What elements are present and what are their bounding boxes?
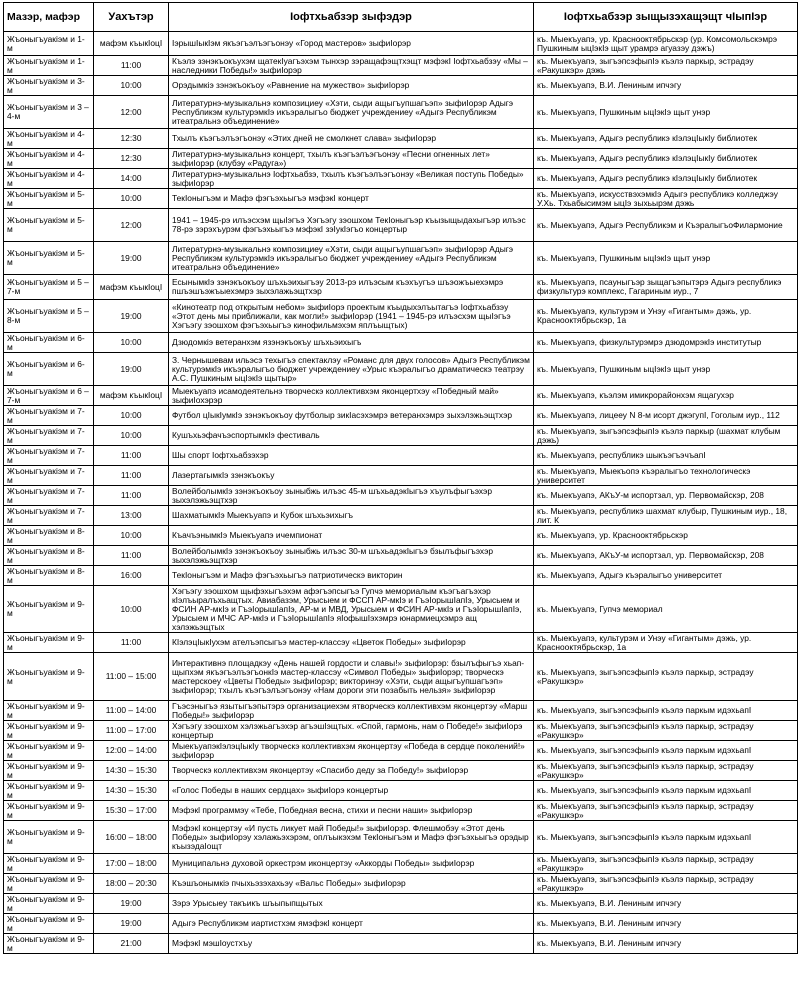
cell-event: Шы спорт Iофтхьабзэхэр [169,446,534,466]
table-row [4,854,798,874]
cell-event: «Кинотеатр под открытым небом» зыфиIорэ проектым къыдыхэлъытагъэ Iофтхьабзэу «Этот день мы приближали, как могли!» зыфиIорэр (1941 – 1945-рэ илъэсхэм щыIэгъэ Хэгъэгу зэошхом фэгъэхьыгъэ кинофильмэхэм яплъыщтых) [169,300,534,333]
cell-event: Орэдымкiэ зэнэкъокъоу «Равнение на мужество» зыфиIорэр [169,76,534,96]
table-row [4,741,798,761]
cell-event: Мыекъуапэ исамодеятельнэ творческэ коллективхэм яконцертхэу «Победный май» зыфиIохэрэр [169,386,534,406]
cell-date: Жъоныгъуакiэм и 8-м [4,546,94,566]
table-row [4,149,798,169]
header-events: Iофтхьабзэр зыфэдэр [169,3,534,32]
cell-time: 11:00 – 15:00 [94,653,169,701]
cell-event: Интерактивнэ площадкэу «День нашей гордости и славы!» зыфиIорэр: бзылъфыгъэ хьап-щыпхэм якъэгъэлъэгъонкIэ мастер-классэу «Символ Победы» зыфиIорэр; творческэ мастерскоеу «Цветы Победы» зыфиIорэр; викторинэу «Хэти, сыди ащыгъупшагъэп» зыфиIорэр; тхылъ къэгъэлъэгъонэу «Нам дороги эти позабыть нельзя» зыфиIорэр [169,653,534,701]
cell-date: Жъоныгъуакiэм и 7-м [4,486,94,506]
cell-place: къ. Мыекъуапэ, зыгъэпсэфыпIэ къэлэ паркыр, эстрадэу «Ракушкэр» [534,721,798,741]
cell-place: къ. Мыекъуапэ, Адыгэ республикэ кIэлэцIыкIу библиотек [534,129,798,149]
cell-date: Жъоныгъуакiэм и 6 – 7-м [4,386,94,406]
cell-time: 19:00 [94,242,169,275]
cell-date: Жъоныгъуакiэм и 9-м [4,741,94,761]
cell-place: къ. Мыекъуапэ, Адыгэ республикэ кIэлэцIыкIу библиотек [534,169,798,189]
cell-date: Жъоныгъуакiэм и 9-м [4,653,94,701]
cell-time: 14:30 – 15:30 [94,761,169,781]
cell-date: Жъоныгъуакiэм и 9-м [4,914,94,934]
cell-place: къ. Мыекъуапэ, культурэм и Унэу «Гигантым» дэжь, ур. Краснооктябрьскэр, 1а [534,633,798,653]
cell-time: 21:00 [94,934,169,954]
cell-date: Жъоныгъуакiэм и 5 – 7-м [4,275,94,300]
table-row [4,781,798,801]
cell-date: Жъоныгъуакiэм и 6-м [4,353,94,386]
cell-place: къ. Мыекъуапэ, зыгъэпсэфыпIэ къэлэ паркыр, эстрадэу «Ракушкэр» [534,653,798,701]
cell-date: Жъоныгъуакiэм и 6-м [4,333,94,353]
cell-place: къ. Мыекъуапэ, республикэ шыкъэгъэчъапI [534,446,798,466]
cell-place: къ. Мыекъуапэ, зыгъэпсэфыпIэ къэлэ паркым идэхьапI [534,781,798,801]
header-time: Уахътэр [94,3,169,32]
cell-time: 11:00 – 14:00 [94,701,169,721]
cell-place: къ. Мыекъуапэ, культурэм и Унэу «Гигантым» дэжь, ур. Краснооктябрьскэр, 1а [534,300,798,333]
cell-event: Хэгъэгу зэошхом щыфэхыгъэхэм афэгъэпсыгъэ Гупчэ мемориалым къэгъагъэхэр кIэлъыралъхьащтых. Авиабазэм, Урысыем и ФССП АР-мкIэ и ГъэIорышIапIэ, Урысыем и ФСИН АР-мкIэ и ГъэIорышIапIэ, АР-м и МВД, Урысыем и ФСИН АР-мкIэ и ГъэIорышIапIэ, Урысыем и МЧС АР-мкIэ и ГъэIорышIапIэ яIофышIэхэмрэ юнармиецхэмрэ ащ хэлэжьэщтых [169,586,534,633]
cell-date: Жъоныгъуакiэм и 7-м [4,506,94,526]
cell-date: Жъоныгъуакiэм и 9-м [4,633,94,653]
table-row [4,874,798,894]
cell-event: ТекIоныгъэм и Мафэ фэгъэхьыгъэ мэфэкI концерт [169,189,534,209]
cell-event: Къэлэ зэнэкъокъухэм щатекIуагъэхэм тынхэр зэращафэщтхэщт мэфэкI Iофтхьабзэу «Мы – наследники Победы!» зыфиIорэр [169,56,534,76]
cell-place: къ. Мыекъуапэ, Адыгэ республикэ кIэлэцIыкIу библиотек [534,149,798,169]
table-row [4,701,798,721]
table-row [4,821,798,854]
cell-place: къ. Мыекъуапэ, зыгъэпсэфыпIэ къэлэ паркыр, эстрадэу «Ракушкэр» [534,854,798,874]
cell-time: 14:00 [94,169,169,189]
cell-time: 12:00 [94,96,169,129]
table-row [4,333,798,353]
cell-date: Жъоныгъуакiэм и 1-м [4,32,94,56]
cell-place: къ. Мыекъуапэ, В.И. Лениным ипчэгу [534,934,798,954]
cell-event: Литературнэ-музыкальнэ Iофтхьабзэ, тхылъ къэгъэлъэгъонэу «Великая поступь Победы» зыфиIорэр [169,169,534,189]
cell-time: 18:00 – 20:30 [94,874,169,894]
cell-event: IэрышIыкIэм якъэгъэлъэгъонэу «Город мастеров» зыфиIорэр [169,32,534,56]
cell-event: Гъэсэныгъэ язытыгъэпытэрэ организациехэм ятворческэ коллективхэм яконцертэу «Марш Победы!» зыфиIорэр [169,701,534,721]
cell-date: Жъоныгъуакiэм и 7-м [4,466,94,486]
cell-date: Жъоныгъуакiэм и 8-м [4,566,94,586]
cell-place: къ. Мыекъуапэ, къэлэм имикрорайонхэм ящагухэр [534,386,798,406]
table-row [4,353,798,386]
cell-place: къ. Мыекъуапэ, зыгъэпсэфыпIэ къэлэ паркым идэхьапI [534,741,798,761]
table-row [4,801,798,821]
cell-time: 10:00 [94,333,169,353]
cell-time: 10:00 [94,406,169,426]
cell-time: 16:00 [94,566,169,586]
cell-date: Жъоныгъуакiэм и 5 – 8-м [4,300,94,333]
cell-date: Жъоныгъуакiэм и 9-м [4,721,94,741]
table-body [4,32,798,954]
cell-time: 11:00 – 17:00 [94,721,169,741]
table-row [4,466,798,486]
cell-date: Жъоныгъуакiэм и 9-м [4,701,94,721]
table-row [4,129,798,149]
cell-date: Жъоныгъуакiэм и 5-м [4,209,94,242]
cell-event: КIэлэцIыкIухэм ателъэпсыгъэ мастер-классэу «Цветок Победы» зыфиIорэр [169,633,534,653]
cell-place: къ. Мыекъуапэ, зыгъэпсэфыпIэ къэлэ паркым идэхьапI [534,821,798,854]
table-row [4,894,798,914]
cell-time: 12:00 [94,209,169,242]
table-row [4,653,798,701]
cell-time: 12:30 [94,149,169,169]
cell-date: Жъоныгъуакiэм и 4-м [4,129,94,149]
cell-event: МыекъуапэкIэлэцIыкIу творческэ коллективхэм яконцертэу «Победа в сердце поколений!» зыфиIорэр [169,741,534,761]
cell-event: Адыгэ Республикэм иартистхэм ямэфэкI концерт [169,914,534,934]
table-row [4,446,798,466]
cell-time: 10:00 [94,526,169,546]
cell-event: З. Чернышевам ильэсэ техыгъэ спектаклэу «Романс для двух голосов» Адыгэ Республикэм культурэмкIэ икъэралыгъо бюджет учреждениеу «Урыс къэралыгъо драматическэ театрэу А.С. Пушкиным ыцIэкIэ щытыр» [169,353,534,386]
cell-time: 11:00 [94,546,169,566]
cell-time: мафэм къыкIоцI [94,275,169,300]
cell-time: 10:00 [94,586,169,633]
cell-event: Зэрэ Урысыеу такъикъ шъыпыпщытых [169,894,534,914]
cell-place: къ. Мыекъуапэ, зыгъэпсэфыпIэ къэлэ паркым идэхьапI [534,701,798,721]
table-row [4,426,798,446]
table-row [4,300,798,333]
cell-place: къ. Мыекъуапэ, зыгъэпсэфыпIэ къэлэ паркыр, эстрадэу «Ракушкэр» дэжь [534,56,798,76]
cell-place: къ. Мыекъуапэ, АКъУ-м испортзал, ур. Первомайскэр, 208 [534,486,798,506]
cell-time: 10:00 [94,189,169,209]
cell-time: мафэм къыкIоцI [94,32,169,56]
cell-time: 19:00 [94,353,169,386]
cell-event: Мэфэкl программэу «Тебе, Победная весна, стихи и песни наши» зыфиIорэр [169,801,534,821]
cell-place: къ. Мыекъуапэ, лицееу N 8-м исорт джэгупI, Гоголым иур., 112 [534,406,798,426]
cell-date: Жъоныгъуакiэм и 9-м [4,821,94,854]
cell-event: Творческэ коллективхэм яконцертэу «Спасибо деду за Победу!» зыфиIорэр [169,761,534,781]
cell-time: 11:00 [94,633,169,653]
cell-time: 16:00 – 18:00 [94,821,169,854]
events-schedule-table [3,2,798,954]
cell-date: Жъоныгъуакiэм и 9-м [4,894,94,914]
cell-date: Жъоныгъуакiэм и 7-м [4,446,94,466]
table-row [4,566,798,586]
cell-time: 10:00 [94,426,169,446]
cell-time: 11:00 [94,56,169,76]
cell-date: Жъоныгъуакiэм и 5-м [4,242,94,275]
cell-time: 19:00 [94,894,169,914]
cell-date: Жъоныгъуакiэм и 1-м [4,56,94,76]
table-row [4,242,798,275]
cell-place: къ. Мыекъуапэ, искусствэхэмкIэ Адыгэ республикэ колледжэу У.Хь. Тхьабысимэм ыцIэ зыхьырэм дэжь [534,189,798,209]
cell-event: Къэшъонымкiэ пчыхьэзэхахьэу «Вальс Победы» зыфиIорэр [169,874,534,894]
cell-date: Жъоныгъуакiэм и 4-м [4,149,94,169]
cell-time: 10:00 [94,76,169,96]
cell-event: ТекIоныгъэм и Мафэ фэгъэхьыгъэ патриотическэ викторин [169,566,534,586]
cell-date: Жъоныгъуакiэм и 8-м [4,526,94,546]
cell-place: къ. Мыекъуапэ, республикэ шахмат клубыр, Пушкиным иур., 18, лит. К [534,506,798,526]
table-row [4,386,798,406]
table-row [4,209,798,242]
cell-event: МэфэкI концертэу «И пусть ликует май Победы!» зыфиIорэр. Флешмобэу «Этот день Победы» зыфиIорэу хэлажьэхэрэм, оплъыкэхэм ТекIоныгъэм и Мафэ фэгъэхьыгъэ орэдыр къызэдаIощт [169,821,534,854]
cell-time: 11:00 [94,446,169,466]
cell-date: Жъоныгъуакiэм и 3-м [4,76,94,96]
header-place: Iофтхьабзэр зыщызэхащэщт чIыпIэр [534,3,798,32]
cell-place: къ. Мыекъуапэ, В.И. Лениным ипчэгу [534,914,798,934]
cell-date: Жъоныгъуакiэм и 7-м [4,426,94,446]
table-row [4,934,798,954]
table-row [4,56,798,76]
cell-event: МэфэкI мэшIоустхъу [169,934,534,954]
cell-place: къ. Мыекъуапэ, ур. Краснооктябрьскэр [534,526,798,546]
table-row [4,406,798,426]
cell-event: Дзюдомкiэ ветеранхэм язэнэкъокъу шъхьэихыгъ [169,333,534,353]
cell-place: къ. Мыекъуапэ, Адыгэ Республикэм и КъэралыгъоФилармоние [534,209,798,242]
cell-place: къ. Мыекъуапэ, ур. Краснооктябрьскэр (ур. Комсомольскэмрэ Пушкиным ыцIэкIэ щыт урамрэ агуазэу дэжъ) [534,32,798,56]
cell-event: ВолейболымкIэ зэнэкъокъоу зыныбжь илъэс 30-м шъхьадэкIыгъэ бзылъфыгъэхэр зыхэлэжьэщтхэр [169,546,534,566]
cell-time: 11:00 [94,486,169,506]
cell-date: Жъоныгъуакiэм и 3 – 4-м [4,96,94,129]
cell-event: ЕсынымкIэ зэнэкъокъоу шъхьэихыгъэу 2013-рэ илъэсым къэхъугъэ шъэожъыехэмрэ пшъэшъэжъыехэмрэ зыхэлажьэщтхэр [169,275,534,300]
cell-time: 12:30 [94,129,169,149]
cell-event: Футбол цIыкIумкIэ зэнэкъокъоу футболыр зикIасэхэмрэ ветеранхэмрэ зыхэлэжьэщтхэр [169,406,534,426]
table-row [4,914,798,934]
table-header-row [4,3,798,32]
cell-event: 1941 – 1945-рэ илъэсхэм щыIэгъэ Хэгъэгу зэошхом ТекIоныгъэр къызыщыдахыгъэр илъэс 78-рэ зэрэхъурэм фэгъэхьыгъэ мэфэкI зэIукIэгъо концертыр [169,209,534,242]
cell-time: 11:00 [94,466,169,486]
cell-event: КъачъэнымкIэ Мыекъуапэ ичемпионат [169,526,534,546]
cell-place: къ. Мыекъуапэ, Пушкиным ыцIэкIэ щыт унэр [534,96,798,129]
table-row [4,586,798,633]
header-date: Мазэр, мафэр [4,3,94,32]
cell-place: къ. Мыекъуапэ, псауныгъэр зыщагъэпытэрэ Адыгэ республикэ физкультурэ комплекс, Гагариным иур., 7 [534,275,798,300]
table-row [4,506,798,526]
table-row [4,189,798,209]
cell-place: къ. Мыекъуапэ, В.И. Лениным ипчэгу [534,894,798,914]
table-row [4,526,798,546]
cell-date: Жъоныгъуакiэм и 9-м [4,874,94,894]
cell-place: къ. Мыекъуапэ, Пушкиным ыцIэкIэ щыт унэр [534,242,798,275]
cell-event: Литературнэ-музыкальнэ композициеу «Хэти, сыди ащыгъупшагъэп» зыфиIорэр Адыгэ Республикэм культурэмкIэ икъэралыгъо бюджет учреждениеу «Адыгэ Республикэм итеатральнэ объединение» [169,242,534,275]
cell-event: «Голос Победы в наших сердцах» зыфиIорэ концертыр [169,781,534,801]
table-row [4,169,798,189]
cell-time: 17:00 – 18:00 [94,854,169,874]
table-row [4,486,798,506]
cell-place: къ. Мыекъуапэ, зыгъэпсэфыпIэ къэлэ паркыр, эстрадэу «Ракушкэр» [534,761,798,781]
table-row [4,32,798,56]
cell-place: къ. Мыекъуапэ, В.И. Лениным ипчэгу [534,76,798,96]
cell-date: Жъоныгъуакiэм и 4-м [4,169,94,189]
cell-time: 19:00 [94,300,169,333]
cell-date: Жъоныгъуакiэм и 9-м [4,761,94,781]
cell-date: Жъоныгъуакiэм и 9-м [4,586,94,633]
cell-time: мафэм къыкIоцI [94,386,169,406]
cell-time: 14:30 – 15:30 [94,781,169,801]
cell-place: къ. Мыекъуапэ, Мыекъопэ къэралыгъо технологическэ университет [534,466,798,486]
cell-place: къ. Мыекъуапэ, зыгъэпсэфыпIэ къэлэ паркыр, эстрадэу «Ракушкэр» [534,874,798,894]
table-row [4,721,798,741]
cell-event: Литературнэ-музыкальнэ композициеу «Хэти, сыди ащыгъупшагъэп» зыфиIорэр Адыгэ Республикэм культурэмкIэ икъэралыгъо бюджет учреждениеу «Адыгэ Республикэм итеатральнэ объединение» [169,96,534,129]
table-row [4,76,798,96]
table-row [4,633,798,653]
table-row [4,96,798,129]
cell-event: КушъхьэфачъэспортымкIэ фестиваль [169,426,534,446]
cell-place: къ. Мыекъуапэ, Пушкиным ыцIэкIэ щыт унэр [534,353,798,386]
cell-date: Жъоныгъуакiэм и 7-м [4,406,94,426]
cell-date: Жъоныгъуакiэм и 5-м [4,189,94,209]
cell-place: къ. Мыекъуапэ, АКъУ-м испортзал, ур. Первомайскэр, 208 [534,546,798,566]
cell-time: 12:00 – 14:00 [94,741,169,761]
cell-time: 15:30 – 17:00 [94,801,169,821]
cell-date: Жъоныгъуакiэм и 9-м [4,781,94,801]
cell-event: Литературнэ-музыкальнэ концерт, тхылъ къэгъэлъэгъонэу «Песни огненных лет» зыфиIорэр (клубэу «Радуга») [169,149,534,169]
cell-event: ШахматымкIэ Мыекъуапэ и Кубок шъхьэихыгъ [169,506,534,526]
cell-time: 19:00 [94,914,169,934]
cell-event: ЛазертагымкIэ зэнэкъокъу [169,466,534,486]
table-row [4,275,798,300]
cell-event: ВолейболымкIэ зэнэкъокъоу зыныбжь илъэс 45-м шъхьадэкIыгъэ хъулъфыгъэхэр зыхэлэжьэщтхэр [169,486,534,506]
cell-event: Муниципальнэ духовой оркестрэм иконцертэу «Аккорды Победы» зыфиIорэр [169,854,534,874]
cell-date: Жъоныгъуакiэм и 9-м [4,854,94,874]
cell-place: къ. Мыекъуапэ, физкультурэмрэ дзюдомрэкIэ институтыр [534,333,798,353]
cell-place: къ. Мыекъуапэ, Гупчэ мемориал [534,586,798,633]
cell-time: 13:00 [94,506,169,526]
cell-place: къ. Мыекъуапэ, зыгъэпсэфыпIэ къэлэ паркыр (шахмат клубым дэжь) [534,426,798,446]
cell-place: къ. Мыекъуапэ, Адыгэ къэралыгъо университет [534,566,798,586]
cell-date: Жъоныгъуакiэм и 9-м [4,934,94,954]
cell-event: Хэгъэгу зэошхом хэлэжьагъэхэр агъэшIэщтых. «Спой, гармонь, нам о Победе!» зыфиIорэ концертыр [169,721,534,741]
table-row [4,761,798,781]
table-row [4,546,798,566]
cell-date: Жъоныгъуакiэм и 9-м [4,801,94,821]
cell-place: къ. Мыекъуапэ, зыгъэпсэфыпIэ къэлэ паркыр, эстрадэу «Ракушкэр» [534,801,798,821]
cell-event: Тхылъ къэгъэлъэгъонэу «Этих дней не смолкнет слава» зыфиIорэр [169,129,534,149]
